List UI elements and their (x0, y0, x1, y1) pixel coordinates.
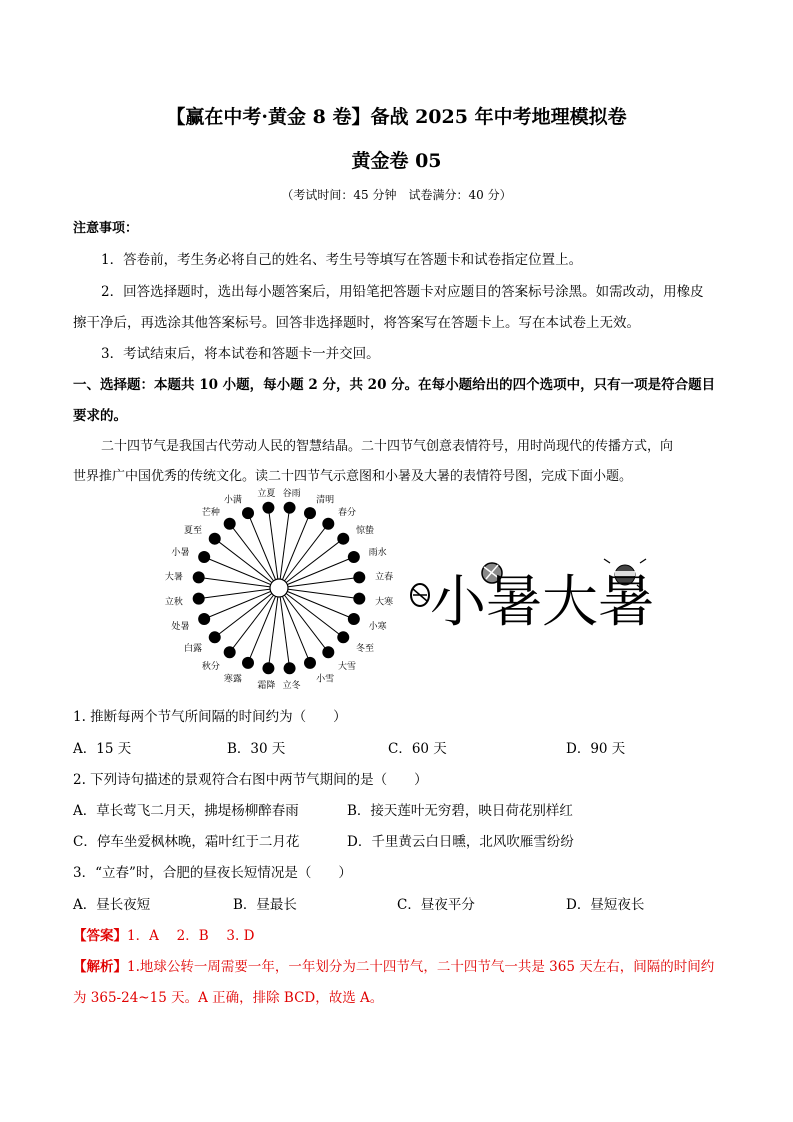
term-label: 夏至 (184, 525, 203, 536)
term-label: 秋分 (201, 661, 220, 672)
term-dot (209, 631, 221, 643)
term-label: 大暑 (164, 572, 183, 583)
term-label: 小暑 (171, 547, 190, 558)
term-dot (224, 518, 236, 530)
term-dot (193, 593, 205, 605)
analysis-line (73, 955, 714, 975)
term-label: 小雪 (316, 674, 335, 685)
term-dot (337, 533, 349, 545)
notice-item-2: 2．回答选择题时，选出每小题答案后，用铅笔把答题卡对应题目的答案标号涂黑。如需改动，用橡皮 (101, 284, 704, 300)
question-1-option-c: C．60 天 (388, 741, 447, 757)
exam-subtitle: 黄金卷 05 (351, 150, 442, 172)
notice-item-1: 1．答卷前，考生务必将自己的姓名、考生号等填写在答题卡和试卷指定位置上。 (101, 252, 583, 268)
term-label: 清明 (316, 495, 335, 506)
term-dot (322, 646, 334, 658)
solar-terms-diagram (164, 488, 395, 692)
term-dot (353, 571, 365, 583)
term-label: 小寒 (368, 622, 387, 633)
term-label: 大雪 (338, 661, 357, 672)
term-label: 雨水 (368, 547, 387, 558)
term-dot (262, 662, 274, 674)
term-label: 处暑 (171, 622, 190, 633)
question-1-option-d: D．90 天 (566, 741, 626, 757)
question-1-stem: 1. 推断每两个节气所间隔的时间约为（ ） (73, 709, 347, 725)
term-label: 立冬 (282, 681, 301, 692)
question-2-option-c: C．停车坐爱枫林晚，霜叶红于二月花 (73, 834, 300, 850)
term-label: 立夏 (257, 488, 276, 499)
question-3-stem: 3．“立春”时，合肥的昼夜长短情况是（ ） (73, 865, 352, 881)
question-3-option-a: A．昼长夜短 (73, 897, 151, 913)
term-label: 立秋 (164, 597, 183, 608)
notice-item-3: 3．考试结束后，将本试卷和答题卡一并交回。 (101, 346, 380, 362)
question-2-option-d: D．千里黄云白日曛，北风吹雁雪纷纷 (347, 834, 574, 850)
exam-title: 【赢在中考·黄金 8 卷】备战 2025 年中考地理模拟卷 (166, 106, 627, 128)
term-dot (337, 631, 349, 643)
analysis-text: 1.地球公转一周需要一年，一年划分为二十四节气，二十四节气一共是 365 天左右，间隔的时间约 (127, 959, 715, 975)
term-dot (198, 551, 210, 563)
answer-label: 【答案】 (73, 928, 127, 944)
term-dot (348, 613, 360, 625)
sun-center (270, 579, 288, 597)
question-3-option-b: B．昼最长 (233, 897, 297, 913)
question-2-option-a: A．草长莺飞二月天，拂堤杨柳醉春雨 (73, 803, 299, 819)
question-3-option-c: C．昼夜平分 (397, 897, 475, 913)
term-label: 谷雨 (282, 488, 301, 499)
term-dot (193, 571, 205, 583)
analysis-text-cont: 为 365-24~15 天。A 正确，排除 BCD，故选 A。 (73, 990, 384, 1006)
term-dot (304, 507, 316, 519)
question-2-stem: 2. 下列诗句描述的景观符合右图中两节气期间的是（ ） (73, 772, 428, 788)
term-dot (209, 533, 221, 545)
question-2-option-b: B．接天莲叶无穷碧，映日荷花别样红 (347, 803, 573, 819)
emoji-text: 小暑大暑 (430, 570, 654, 635)
notice-item-2-cont: 擦干净后，再选涂其他答案标号。回答非选择题时，将答案写在答题卡上。写在本试卷上无效。 (73, 315, 640, 331)
term-label: 惊蛰 (355, 525, 374, 536)
term-dot (242, 657, 254, 669)
intro-text-cont: 世界推广中国优秀的传统文化。读二十四节气示意图和小暑及大暑的表情符号图，完成下面小题。 (73, 469, 633, 484)
section-heading: 一、选择题：本题共 10 小题，每小题 2 分，共 20 分。在每小题给出的四个选项中，只有一项是符合题目 (73, 377, 716, 393)
term-label: 立春 (375, 572, 394, 583)
term-label: 小满 (223, 495, 242, 506)
term-label: 芒种 (201, 508, 220, 519)
intro-text: 二十四节气是我国古代劳动人民的智慧结晶。二十四节气创意表情符号，用时尚现代的传播方式，向 (101, 439, 674, 454)
term-label: 春分 (338, 508, 357, 519)
emoji-illustration (400, 555, 660, 635)
notice-heading: 注意事项： (73, 221, 139, 236)
term-dot (262, 502, 274, 514)
term-label: 寒露 (223, 674, 242, 685)
term-dot (284, 502, 296, 514)
term-dot (198, 613, 210, 625)
section-heading-cont: 要求的。 (73, 408, 127, 424)
answer-line (73, 924, 254, 944)
term-dot (284, 662, 296, 674)
term-label: 霜降 (257, 681, 276, 692)
term-label: 冬至 (355, 644, 374, 655)
term-dot (304, 657, 316, 669)
term-dot (322, 518, 334, 530)
term-dot (348, 551, 360, 563)
term-label: 大寒 (375, 597, 394, 608)
question-3-option-d: D．昼短夜长 (566, 897, 645, 913)
answer-text: 1．A 2．B 3. D (127, 928, 255, 944)
question-1-option-b: B．30 天 (227, 741, 286, 757)
analysis-label: 【解析】 (73, 959, 127, 975)
question-1-option-a: A．15 天 (73, 741, 132, 757)
term-label: 白露 (184, 644, 203, 655)
term-dot (224, 646, 236, 658)
exam-info: （考试时间：45 分钟 试卷满分：40 分） (281, 188, 512, 202)
term-dot (353, 593, 365, 605)
term-dot (242, 507, 254, 519)
